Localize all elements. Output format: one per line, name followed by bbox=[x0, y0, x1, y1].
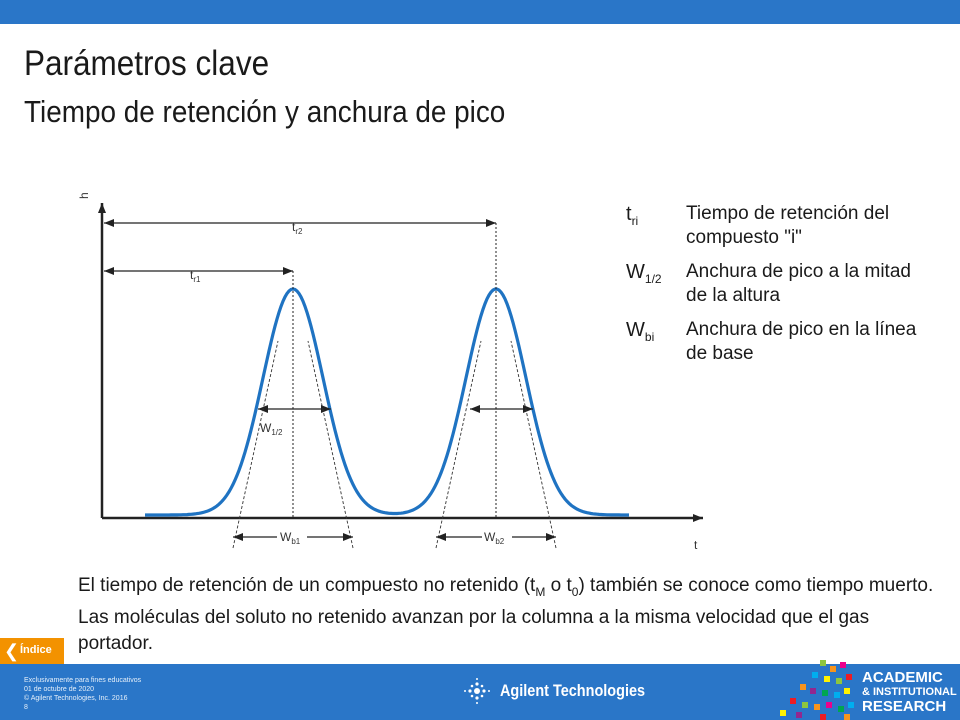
legend-symbol: $W_{bi}$ bbox=[626, 319, 655, 344]
chromatogram-curve bbox=[145, 289, 629, 515]
legend-definition: Tiempo de retención del compuesto "i" bbox=[686, 203, 890, 248]
chevron-left-icon: ❮ bbox=[4, 641, 20, 661]
legend-item bbox=[626, 318, 936, 366]
page-subtitle: Tiempo de retención y anchura de pico bbox=[24, 94, 506, 129]
legend-symbol: $W_{1/2}$ bbox=[626, 261, 662, 286]
academic-research-badge: ACADEMIC & INSTITUTIONAL RESEARCH bbox=[862, 669, 957, 715]
whalf-label: $W_{1/2}$ bbox=[260, 421, 283, 437]
page-title: Parámetros clave bbox=[24, 44, 270, 83]
legend-symbol: $t_{ri}$ bbox=[626, 203, 639, 228]
index-button[interactable] bbox=[0, 638, 64, 664]
legend-definition: Anchura de pico a la mitad de la altura bbox=[686, 261, 911, 306]
legend bbox=[626, 202, 936, 376]
caption-text: El tiempo de retención de un compuesto no retenido ($t_M$ o $t_0$) también se conoce como tiempo muerto. Las moléculas del soluto no retenido avanzan por la columna a la misma velocidad que el gas portador. bbox=[78, 575, 934, 654]
wb1-label: $W_{b1}$ bbox=[280, 530, 301, 546]
footer-fine-print: Exclusivamente para fines educativos 01 de octubre de 2020 © Agilent Technologies, Inc. 2016 8 bbox=[24, 677, 142, 711]
legend-item bbox=[626, 202, 936, 250]
agilent-spark-logo-icon bbox=[462, 676, 492, 706]
legend-definition: Anchura de pico en la línea de base bbox=[686, 319, 917, 364]
brand-name: Agilent Technologies bbox=[500, 681, 646, 700]
tr2-label: $t_{r2}$ bbox=[292, 220, 303, 236]
wb2-label: $W_{b2}$ bbox=[484, 530, 505, 546]
index-button-label: Índice bbox=[20, 644, 52, 656]
agilent-brand bbox=[462, 676, 671, 706]
research-mosaic-icon bbox=[760, 658, 856, 720]
y-axis-label: h bbox=[77, 192, 91, 199]
legend-item bbox=[626, 260, 936, 308]
tr1-label: $t_{r1}$ bbox=[190, 268, 201, 284]
x-axis-label: t bbox=[694, 538, 698, 552]
